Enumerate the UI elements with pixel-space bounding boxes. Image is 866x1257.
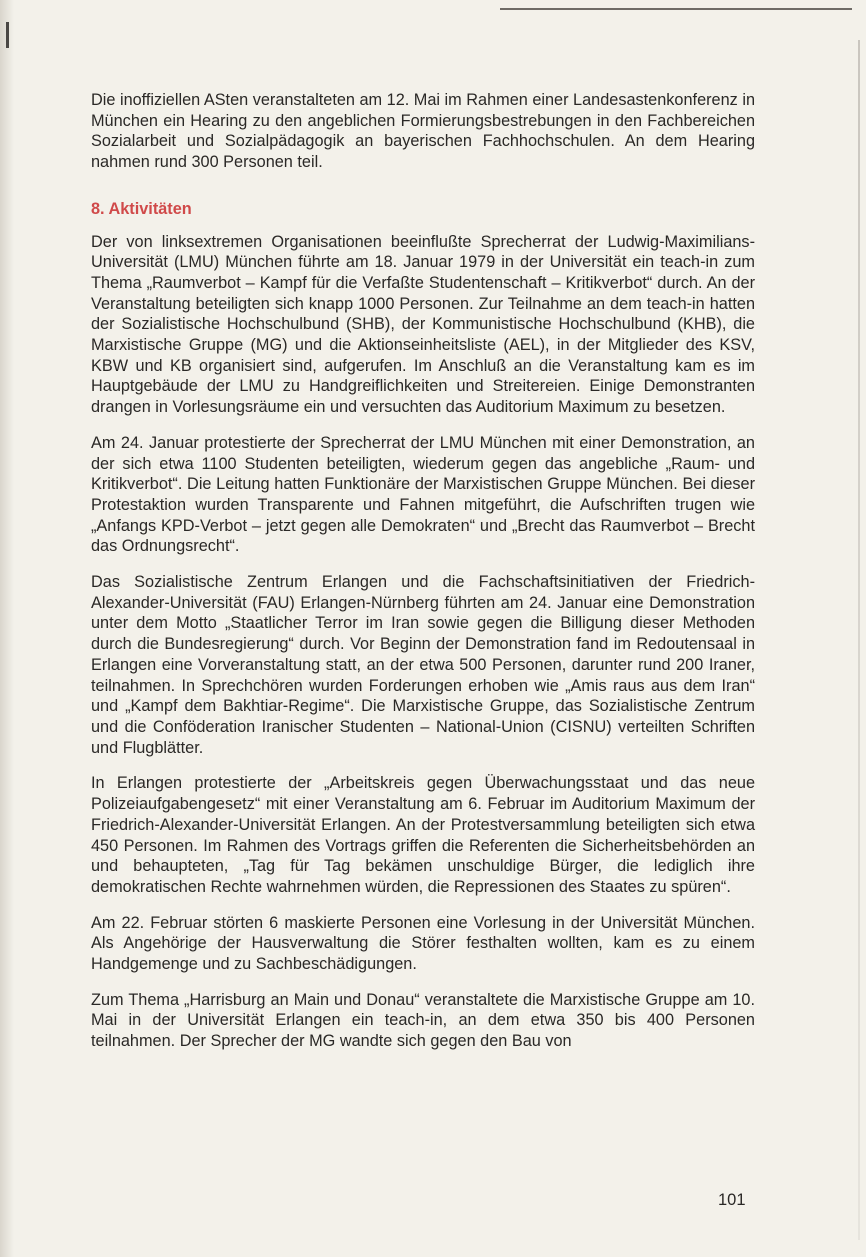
scan-shadow-left xyxy=(0,0,14,1257)
paragraph-erlangen-iran: Das Sozialistische Zentrum Erlangen und die Fachschaftsinitiativen der Friedrich-Alexander-Universität (FAU) Erlangen-Nürnberg führten am 24. Januar eine Demonstration unter dem Motto „Staatlicher Terror im Iran sowie gegen die Billigung dieser Methoden durch die Bundesregierung“ durch. Vor Beginn der Demonstration fand im Redoutensaal in Erlangen eine Vorveranstaltung statt, an der etwa 500 Personen, darunter rund 200 Iraner, teilnahmen. In Sprechchören wurden Forderungen erhoben wie „Amis raus aus dem Iran“ und „Kampf dem Bakhtiar-Regime“. Die Marxistische Gruppe, das Sozialistische Zentrum und die Conföderation Iranischer Studenten – National-Union (CISNU) verteilten Schriften und Flugblätter. xyxy=(91,573,755,757)
paragraph-harrisburg: Zum Thema „Harrisburg an Main und Donau“ veranstaltete die Marxistische Gruppe am 10. Mai in der Universität Erlangen ein teach-in, an dem etwa 350 bis 400 Personen teilnahmen. Der Sprecher der MG wandte sich gegen den Bau von xyxy=(91,990,755,1051)
page-number: 101 xyxy=(718,1191,746,1209)
page-right-edge xyxy=(858,40,860,1240)
scan-corner-mark xyxy=(6,22,9,48)
paragraph-teach-in: Der von linksextremen Organisationen beeinflußte Sprecherrat der Ludwig-Maximilians-Universität (LMU) München führte am 18. Januar 1979 in der Universität ein teach-in zum Thema „Raumverbot – Kampf für die Verfaßte Studentenschaft – Kritikverbot“ durch. An der Veranstaltung beteiligten sich knapp 1000 Personen. Zur Teilnahme an dem teach-in hatten der Sozialistische Hochschulbund (SHB), der Kommunistische Hochschulbund (KHB), die Marxistische Gruppe (MG) und die Aktionseinheitsliste (AEL), in der Mitglieder des KSV, KBW und KB organisiert sind, aufgerufen. Im Anschluß an die Veranstaltung kam es im Hauptgebäude der LMU zu Handgreiflichkeiten und Streitereien. Einige Demonstranten drangen in Vorlesungsräume ein und versuchten das Auditorium Maximum zu besetzen. xyxy=(91,232,755,417)
page-body xyxy=(91,90,755,1067)
paragraph-arbeitskreis: In Erlangen protestierte der „Arbeitskreis gegen Überwachungsstaat und das neue Polizeiaufgabengesetz“ mit einer Veranstaltung am 6. Februar im Auditorium Maximum der Friedrich-Alexander-Universität Erlangen. An der Protestversammlung beteiligten sich etwa 450 Personen. Im Rahmen des Vortrags griffen die Referenten die Sicherheitsbehörden an und behaupteten, „Tag für Tag bekämen unschuldige Bürger, die lediglich ihre demokratischen Rechte wahrnehmen würden, die Repressionen des Staates zu spüren“. xyxy=(91,774,755,896)
paragraph-22-february: Am 22. Februar störten 6 maskierte Personen eine Vorlesung in der Universität München. Als Angehörige der Hausverwaltung die Störer festhalten wollten, kam es zu einem Handgemenge und zu Sachbeschädigungen. xyxy=(91,913,755,974)
section-heading: 8. Aktivitäten xyxy=(91,199,192,218)
top-rule xyxy=(500,8,852,10)
paragraph-demonstration-24-january: Am 24. Januar protestierte der Sprecherrat der LMU München mit einer Demonstration, an der sich etwa 1100 Studenten beteiligten, wiederum gegen das angebliche „Raum- und Kritikverbot“. Die Leitung hatten Funktionäre der Marxistischen Gruppe München. Bei dieser Protestaktion wurden Transparente und Fahnen mitgeführt, die Aufschriften trugen wie „Anfangs KPD-Verbot – jetzt gegen alle Demokraten“ und „Brecht das Raumverbot – Brecht das Ordnungsrecht“. xyxy=(91,433,755,556)
intro-paragraph: Die inoffiziellen ASten veranstalteten am 12. Mai im Rahmen einer Landesastenkonferenz in München ein Hearing zu den angeblichen Formierungsbestrebungen in den Fachbereichen Sozialarbeit und Sozialpädagogik an bayerischen Fachhochschulen. An dem Hearing nahmen rund 300 Personen teil. xyxy=(91,91,755,172)
